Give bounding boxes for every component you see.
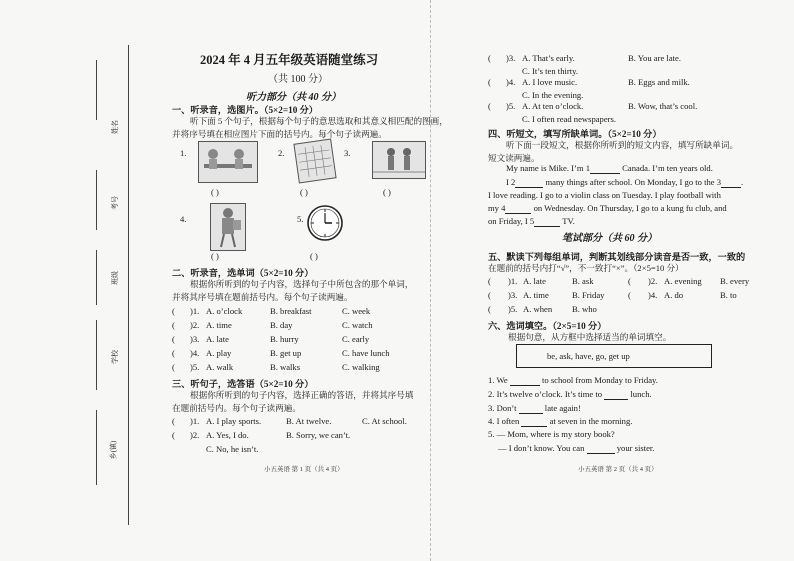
part5-item-2-paren[interactable]: ( <box>628 276 631 286</box>
part5-item-3-option-b: B. Friday <box>572 290 605 300</box>
part6-sentence-2 <box>488 389 652 400</box>
right-part3-row-4-option-c: C. In the evening. <box>522 90 584 100</box>
part2-row-5-option-a: A. walk <box>206 362 234 372</box>
part3-row-1-option-b: B. At twelve. <box>286 416 332 426</box>
part6-sentence-3-end: late again! <box>542 403 581 413</box>
part2-row-3-option-a: A. late <box>206 334 229 344</box>
part2-row-2-option-a: A. time <box>206 320 232 330</box>
class-line <box>96 250 97 305</box>
part5-item-2-number: )2. <box>648 276 658 286</box>
part6-sentence-1 <box>488 375 658 386</box>
passage-line-4-start: my 4 <box>488 203 506 213</box>
part3-instruction-2: 在题前括号内。每个句子读两遍。 <box>172 403 301 413</box>
blank-3[interactable] <box>721 187 741 188</box>
part6-sentence-3-start: 3. Don’t <box>488 403 517 413</box>
part6-sentence-2-start: 2. It’s twelve o’clock. It’s time to <box>488 389 603 399</box>
part6-sentence-5: 5. — Mom, where is my story book? <box>488 429 615 439</box>
part5-item-5-option-b: B. who <box>572 304 597 314</box>
binding-line <box>128 45 129 525</box>
part5-item-1-option-a: A. late <box>523 276 546 286</box>
part2-row-4-paren[interactable]: ( <box>172 348 175 358</box>
page-subtitle: （共 100 分） <box>268 74 328 85</box>
part2-row-2-paren[interactable]: ( <box>172 320 175 330</box>
part2-row-1-number: )1. <box>190 306 200 316</box>
right-part3-row-5-option-c: C. I often read newspapers. <box>522 114 617 124</box>
side-label-town: 乡(镇) <box>109 440 118 460</box>
passage-line-2-middle: many things after school. On Monday, I go to the 3 <box>543 177 722 187</box>
part2-row-3-paren[interactable]: ( <box>172 334 175 344</box>
picture-2-calendar <box>293 139 336 184</box>
footer-page-2: 小五英语 第 2 页（共 4 页） <box>578 466 658 473</box>
right-part3-row-5-option-b: B. Wow, that’s cool. <box>628 101 698 111</box>
passage-line-1-start: My name is Mike. I’m 1 <box>506 163 591 173</box>
blank-5[interactable] <box>534 226 560 227</box>
exam-number-line <box>96 170 97 230</box>
right-part3-row-5-option-a: A. At ten o’clock. <box>522 101 584 111</box>
part6-heading: 六、选词填空。（2×5=10 分） <box>488 321 607 331</box>
part2-row-1-option-a: A. o’clock <box>206 306 243 316</box>
picture-number-5: 5. <box>297 214 304 224</box>
part4-instruction-1: 听下面一段短文，根据你所听到的短文内容，填写所缺单词。 <box>506 140 739 150</box>
picture-5-clock-icon <box>306 204 344 247</box>
part6-sentence-5-reply <box>498 443 654 454</box>
listening-section-title: 听力部分（共 40 分） <box>246 92 341 103</box>
part5-item-4-option-b: B. to <box>720 290 737 300</box>
part2-row-5-option-b: B. walks <box>270 362 301 372</box>
part3-row-1-number: )1. <box>190 416 200 426</box>
picture-4-student-with-bag <box>210 203 246 251</box>
part2-row-5-option-c: C. walking <box>342 362 380 372</box>
part1-instruction-1: 听下面 5 个句子，根据每个句子的意思选取和其意义相匹配的图画， <box>190 116 448 126</box>
word-box <box>516 344 712 368</box>
part2-row-3-number: )3. <box>190 334 200 344</box>
part3-row-1-option-a: A. I play sports. <box>206 416 262 426</box>
part6-sentence-4-end: at seven in the morning. <box>547 416 633 426</box>
part6-sentence-1-start: 1. We <box>488 375 508 385</box>
part2-row-5-paren[interactable]: ( <box>172 362 175 372</box>
part6-blank-5[interactable] <box>587 453 615 454</box>
right-part3-row-5-number: )5. <box>506 101 516 111</box>
passage-line-1-end: Canada. I’m ten years old. <box>620 163 713 173</box>
part2-row-2-option-b: B. day <box>270 320 293 330</box>
part5-item-4-paren[interactable]: ( <box>628 290 631 300</box>
part6-sentence-5-reply-start: — I don’t know. You can <box>498 443 585 453</box>
part5-item-1-paren[interactable]: ( <box>488 276 491 286</box>
part6-blank-3[interactable] <box>519 413 543 414</box>
side-label-name: 姓名 <box>111 120 119 134</box>
picture-4-answer-paren[interactable]: ( ) <box>211 251 219 261</box>
part5-item-3-paren[interactable]: ( <box>488 290 491 300</box>
picture-3-children-playing <box>372 141 426 179</box>
part5-item-5-option-a: A. when <box>523 304 553 314</box>
part3-row-2-paren[interactable]: ( <box>172 430 175 440</box>
part3-row-1-paren[interactable]: ( <box>172 416 175 426</box>
right-part3-row-3-option-a: A. That’s early. <box>522 53 575 63</box>
part5-heading: 五、默读下列每组单词，判断其划线部分读音是否一致，一致的 <box>488 252 746 262</box>
part2-row-4-option-a: A. play <box>206 348 232 358</box>
picture-number-3: 3. <box>344 148 351 158</box>
part6-sentence-3 <box>488 403 581 414</box>
part3-row-2-option-a: A. Yes, I do. <box>206 430 249 440</box>
part2-row-1-paren[interactable]: ( <box>172 306 175 316</box>
part1-heading: 一、听录音，选图片。（5×2=10 分） <box>172 105 318 115</box>
part3-row-2-number: )2. <box>190 430 200 440</box>
passage-line-5-end: TV. <box>560 216 575 226</box>
picture-1-eating-at-table <box>198 141 258 183</box>
passage-line-4-end: on Wednesday. On Thursday, I go to a kung fu club, and <box>531 203 727 213</box>
blank-4[interactable] <box>505 213 531 214</box>
part5-item-2-option-a: A. evening <box>664 276 702 286</box>
part6-blank-2[interactable] <box>604 399 628 400</box>
blank-1[interactable] <box>590 173 620 174</box>
side-label-exam-number: 考号 <box>111 196 119 210</box>
name-line <box>96 60 97 120</box>
passage-line-5-start: on Friday, I 5 <box>488 216 535 226</box>
word-box-words: be, ask, have, go, get up <box>547 351 630 361</box>
page-title: 2024 年 4 月五年级英语随堂练习 <box>200 53 379 67</box>
part6-sentence-2-end: lunch. <box>628 389 652 399</box>
right-part3-row-3-option-c: C. It’s ten thirty. <box>522 66 579 76</box>
part2-heading: 二、听录音，选单词（5×2=10 分） <box>172 268 314 278</box>
part2-row-3-option-b: B. hurry <box>270 334 299 344</box>
part5-item-3-option-a: A. time <box>523 290 549 300</box>
passage-line-1 <box>506 163 713 174</box>
part6-sentence-1-end: to school from Monday to Friday. <box>539 375 658 385</box>
right-part3-row-3-paren[interactable]: ( <box>488 53 491 63</box>
part3-row-1-option-c: C. At school. <box>362 416 407 426</box>
part4-heading: 四、听短文，填写所缺单词。（5×2=10 分） <box>488 129 662 139</box>
part5-heading-2: 在题前的括号内打“√”，不一致打“×”。（2×5=10 分） <box>488 263 684 273</box>
part5-item-3-number: )3. <box>508 290 518 300</box>
part3-row-2-option-b: B. Sorry, we can’t. <box>286 430 351 440</box>
part2-row-3-option-c: C. early <box>342 334 370 344</box>
part3-heading: 三、听句子，选答语（5×2=10 分） <box>172 379 314 389</box>
passage-line-3: I love reading. I go to a violin class on Tuesday. I play football with <box>488 190 721 200</box>
part3-instruction-1: 根据你所听到的句子内容，选择正确的答语，并将其序号填 <box>190 390 414 400</box>
passage-line-5 <box>488 216 575 227</box>
part5-item-4-number: )4. <box>648 290 658 300</box>
part2-row-4-option-b: B. get up <box>270 348 302 358</box>
passage-line-2 <box>506 177 743 188</box>
part6-blank-1[interactable] <box>510 385 540 386</box>
right-part3-row-4-option-b: B. Eggs and milk. <box>628 77 690 87</box>
part5-item-2-option-b: B. every <box>720 276 750 286</box>
part2-row-4-option-c: C. have lunch <box>342 348 390 358</box>
side-label-class: 班级 <box>111 271 119 285</box>
part2-row-1-option-b: B. breakfast <box>270 306 312 316</box>
picture-3-answer-paren[interactable]: ( ) <box>383 187 391 197</box>
town-line <box>96 410 97 485</box>
right-part3-row-3-number: )3. <box>506 53 516 63</box>
picture-5-answer-paren[interactable]: ( ) <box>310 251 318 261</box>
school-line <box>96 320 97 390</box>
part2-instruction-2: 并将其序号填在题前括号内。每个句子读两遍。 <box>172 292 353 302</box>
picture-number-1: 1. <box>180 148 187 158</box>
part6-instruction: 根据句意，从方框中选择适当的单词填空。 <box>508 332 672 342</box>
part2-row-4-number: )4. <box>190 348 200 358</box>
blank-2[interactable] <box>515 187 543 188</box>
part4-instruction-2: 短文读两遍。 <box>488 153 540 163</box>
part5-item-1-option-b: B. ask <box>572 276 594 286</box>
passage-line-2-end: . <box>741 177 744 187</box>
part2-row-2-number: )2. <box>190 320 200 330</box>
part3-row-2-option-c: C. No, he isn’t. <box>206 444 259 454</box>
passage-line-4 <box>488 203 727 214</box>
right-part3-row-3-option-b: B. You are late. <box>628 53 681 63</box>
part2-row-1-option-c: C. week <box>342 306 371 316</box>
page-fold <box>430 0 431 561</box>
part2-row-2-option-c: C. watch <box>342 320 373 330</box>
part6-sentence-4 <box>488 416 632 427</box>
part5-item-5-number: )5. <box>508 304 518 314</box>
part6-sentence-5-reply-end: your sister. <box>614 443 655 453</box>
part6-blank-4[interactable] <box>521 426 547 427</box>
picture-number-4: 4. <box>180 214 187 224</box>
right-part3-row-4-paren[interactable]: ( <box>488 77 491 87</box>
part5-item-4-option-a: A. do <box>664 290 684 300</box>
picture-2-answer-paren[interactable]: ( ) <box>300 187 308 197</box>
right-part3-row-5-paren[interactable]: ( <box>488 101 491 111</box>
part1-instruction-2: 并将序号填在相应图片下面的括号内。每个句子读两遍。 <box>172 129 387 139</box>
part5-item-5-paren[interactable]: ( <box>488 304 491 314</box>
part2-row-5-number: )5. <box>190 362 200 372</box>
picture-number-2: 2. <box>278 148 285 158</box>
right-part3-row-4-number: )4. <box>506 77 516 87</box>
part2-instruction-1: 根据你所听到的句子内容，选择句子中所包含的那个单词， <box>190 279 414 289</box>
footer-page-1: 小五英语 第 1 页（共 4 页） <box>264 466 344 473</box>
written-section-title: 笔试部分（共 60 分） <box>562 233 657 244</box>
part6-sentence-4-start: 4. I often <box>488 416 520 426</box>
side-label-school: 学校 <box>111 350 119 364</box>
right-part3-row-4-option-a: A. I love music. <box>522 77 578 87</box>
passage-line-2-start: I 2 <box>506 177 516 187</box>
part5-item-1-number: )1. <box>508 276 518 286</box>
picture-1-answer-paren[interactable]: ( ) <box>211 187 219 197</box>
